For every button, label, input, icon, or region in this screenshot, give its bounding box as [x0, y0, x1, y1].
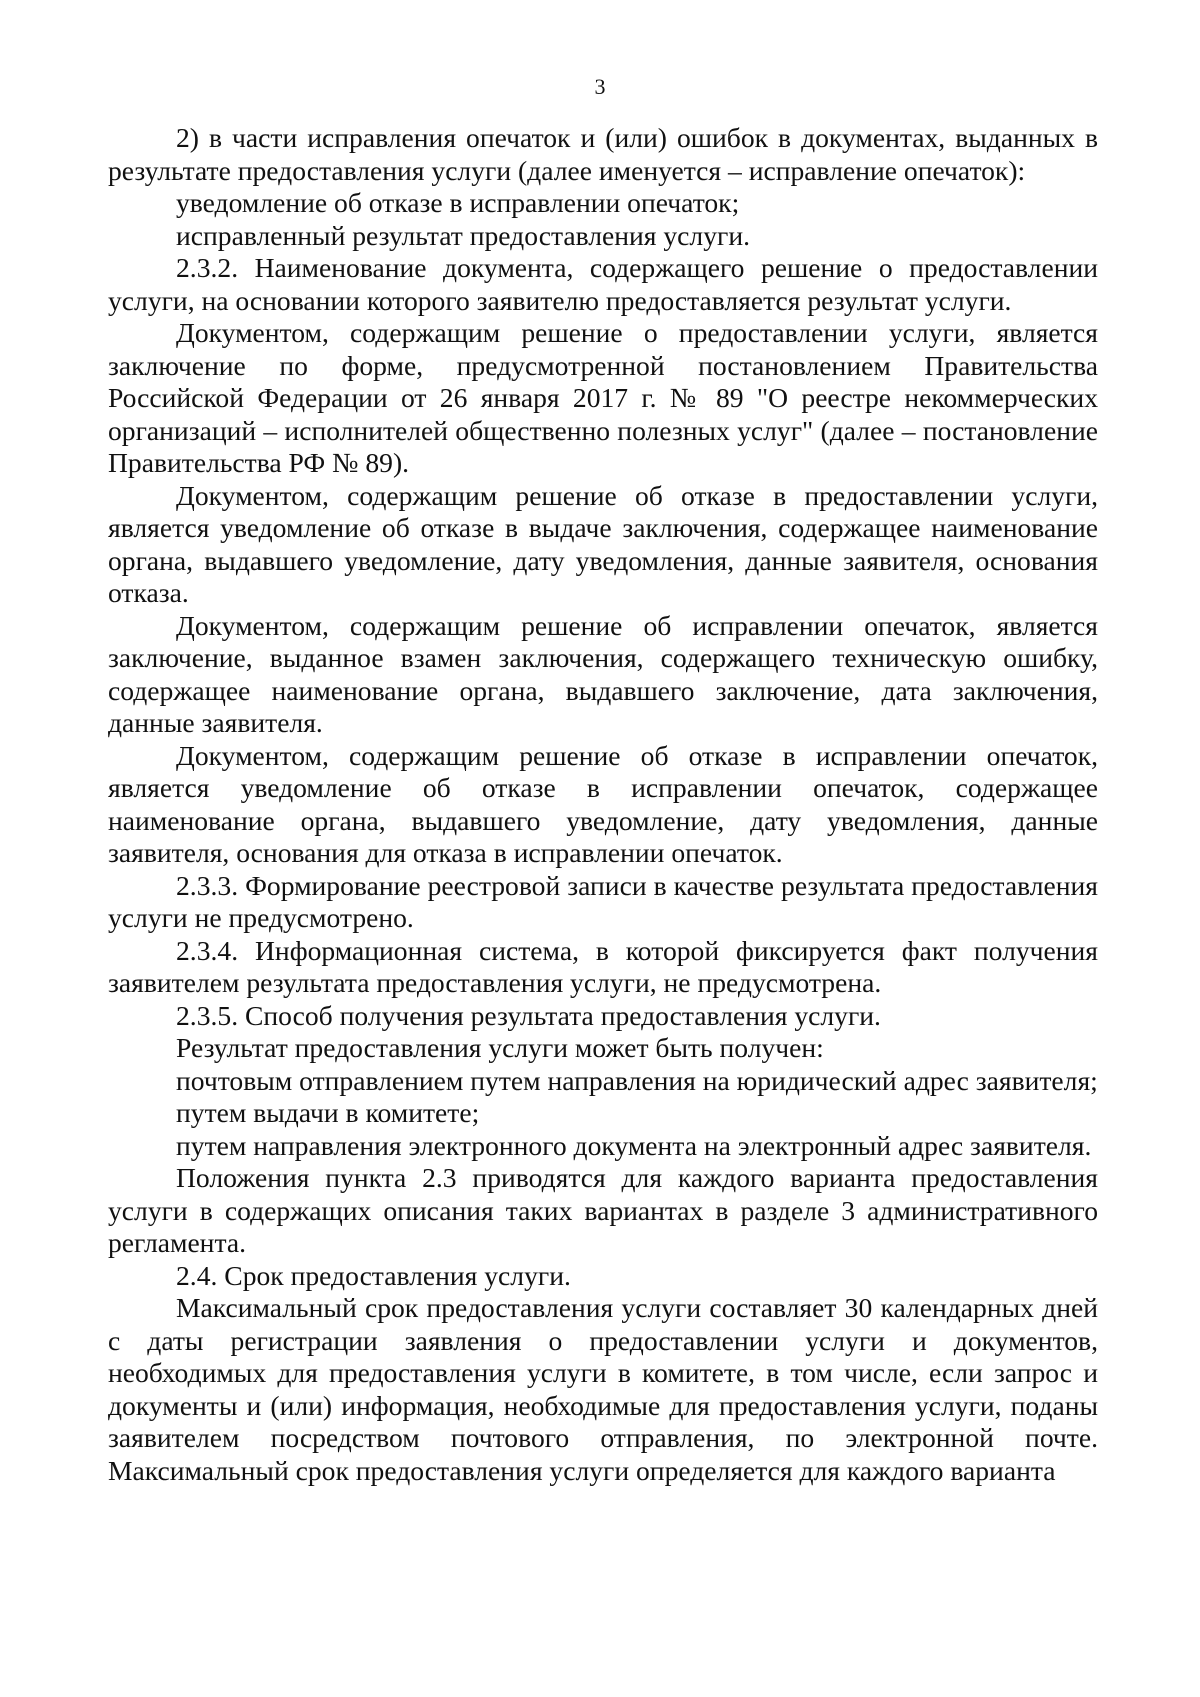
paragraph-section-2-3-4: 2.3.4. Информационная система, в которой фиксируется факт получения заявителем результата предоставления услуги, не предусмотрена.: [108, 934, 1098, 998]
paragraph-maximum-term: Максимальный срок предоставления услуги составляет 30 календарных дней с даты регистрации заявления о предоставлении услуги и документов, необходимых для предоставления услуги в комитете, в том числе, если запрос и документы и (или) информация, необходимые для предоставления услуги, поданы заявителем посредством почтового отправления, по электронной почте. Максимальный срок предоставления услуги определяется для каждого варианта: [108, 1292, 1098, 1486]
paragraph-by-post: почтовым отправлением путем направления на юридический адрес заявителя;: [176, 1064, 1098, 1096]
paragraph-refusal-notice: уведомление об отказе в исправлении опечаток;: [176, 187, 740, 218]
paragraph-decision-document: Документом, содержащим решение о предоставлении услуги, является заключение по форме, предусмотренной постановлением Правительства Российской Федерации от 26 января 2017 г. № 89 "О реестре некоммерческих организаций – исполнителей общественно полезных услуг" (далее – постановление Правительства РФ № 89).: [108, 317, 1098, 478]
paragraph-section-2-3-3: 2.3.3. Формирование реестровой записи в качестве результата предоставления услуги не предусмотрено.: [108, 869, 1098, 933]
paragraph-typo-correction-results: 2) в части исправления опечаток и (или) ошибок в документах, выданных в результате предоставления услуги (далее именуется – исправление опечаток):: [108, 122, 1098, 186]
paragraph-correction-refusal-document: Документом, содержащим решение об отказе в исправлении опечаток, является уведомление об отказе в исправлении опечаток, содержащее наименование органа, выдавшего уведомление, дату уведомления, данные заявителя, основания для отказа в исправлении опечаток.: [108, 739, 1098, 868]
page-number: 3: [594, 74, 606, 99]
paragraph-refusal-document: Документом, содержащим решение об отказе в предоставлении услуги, является уведомление об отказе в выдаче заключения, содержащее наименование органа, выдавшего уведомление, дату уведомления, данные заявителя, основания отказа.: [108, 479, 1098, 608]
paragraph-section-2-3-provisions: Положения пункта 2.3 приводятся для каждого варианта предоставления услуги в содержащих описания таких вариантах в разделе 3 административного регламента.: [108, 1162, 1098, 1258]
paragraph-by-email: путем направления электронного документа на электронный адрес заявителя.: [176, 1129, 1092, 1161]
paragraph-section-2-4: 2.4. Срок предоставления услуги.: [176, 1259, 571, 1291]
paragraph-section-2-3-5: 2.3.5. Способ получения результата предоставления услуги.: [176, 999, 881, 1031]
paragraph-corrected-result: исправленный результат предоставления услуги.: [176, 219, 750, 251]
paragraph-section-2-3-2: 2.3.2. Наименование документа, содержащего решение о предоставлении услуги, на основании которого заявителю предоставляется результат услуги.: [108, 252, 1098, 316]
paragraph-in-committee: путем выдачи в комитете;: [176, 1097, 480, 1128]
paragraph-result-may-be-received: Результат предоставления услуги может быть получен:: [176, 1032, 824, 1063]
paragraph-correction-document: Документом, содержащим решение об исправлении опечаток, является заключение, выданное взамен заключения, содержащего техническую ошибку, содержащее наименование органа, выдавшего заключение, дата заключения, данные заявителя.: [108, 609, 1098, 738]
document-body: [108, 122, 1098, 1487]
